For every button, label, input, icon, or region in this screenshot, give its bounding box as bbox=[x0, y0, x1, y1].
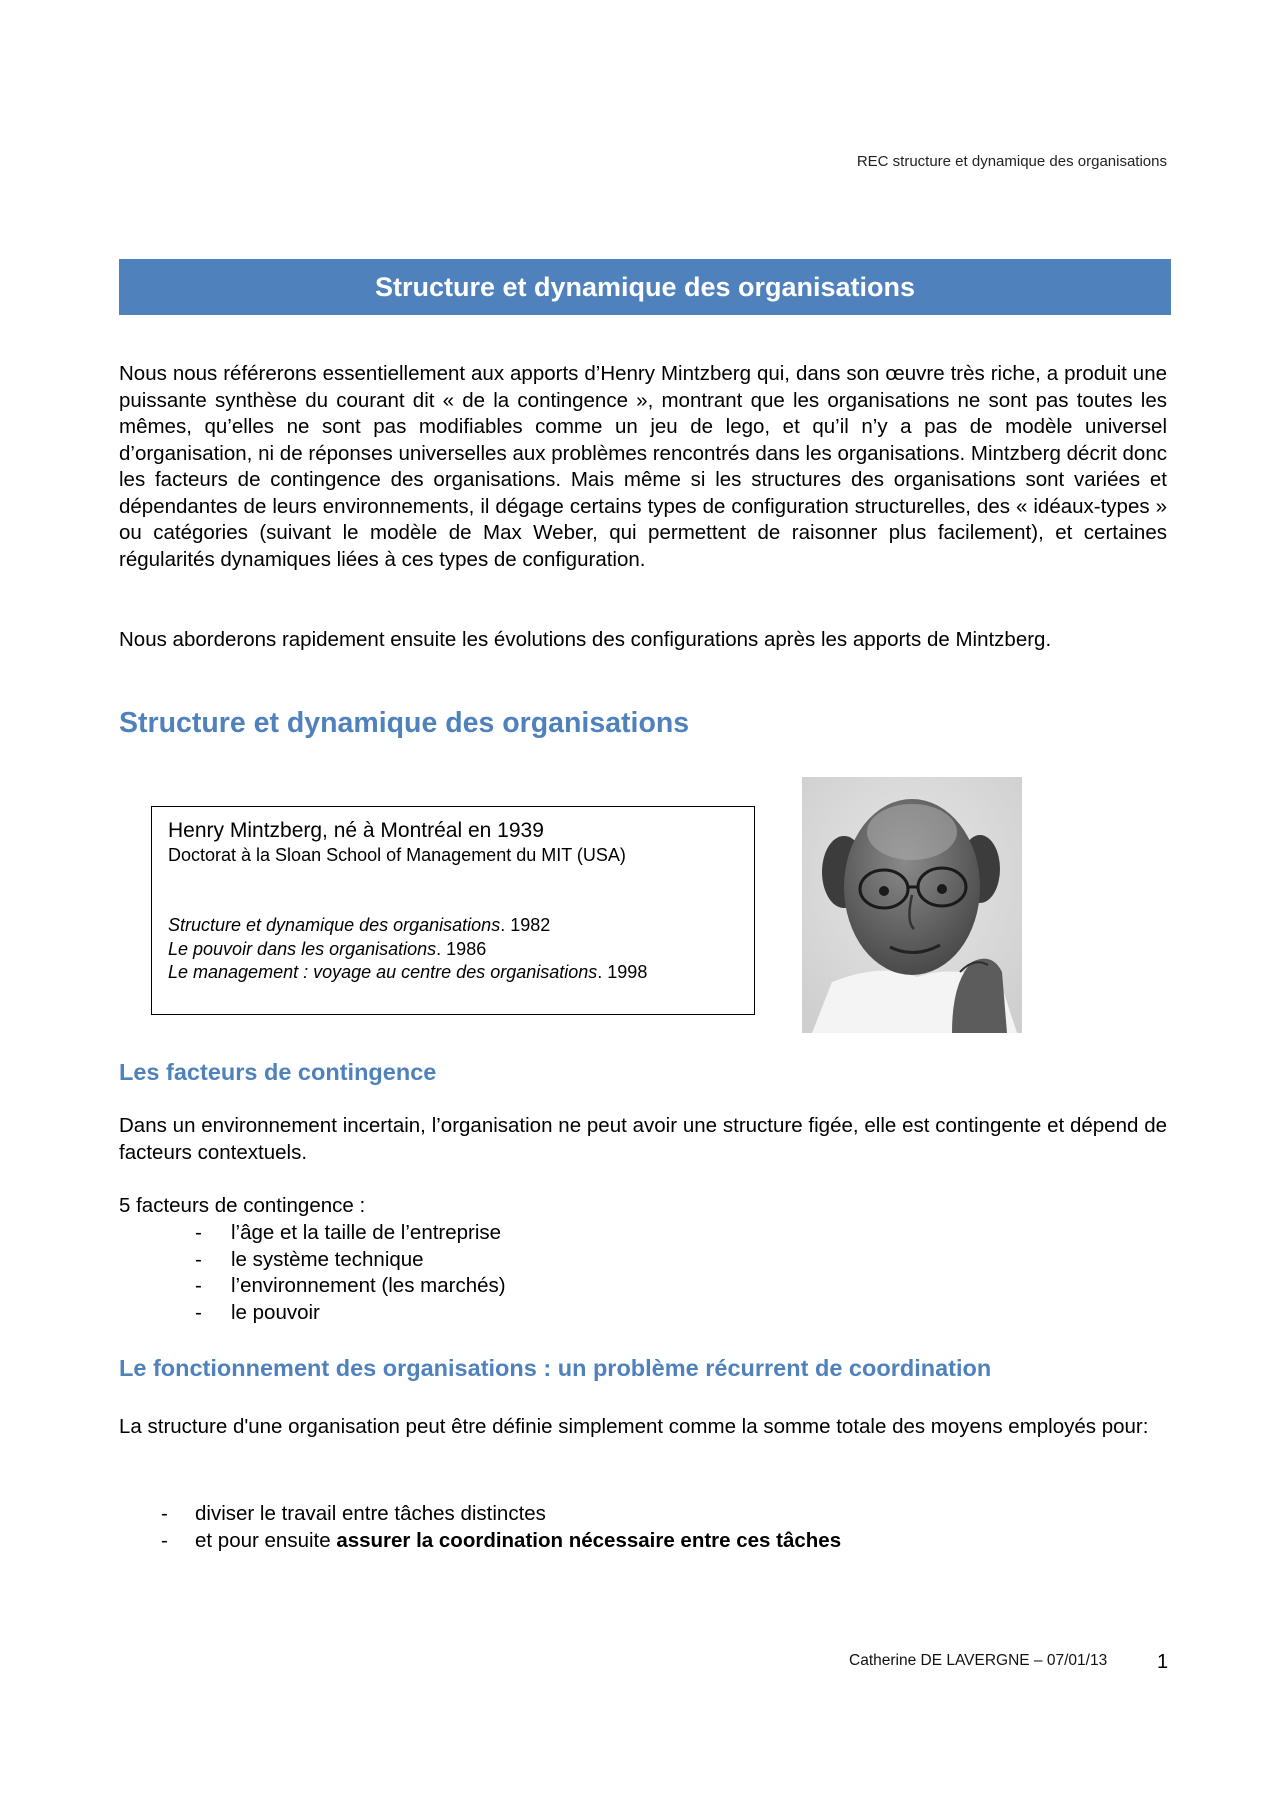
list-marker: - bbox=[195, 1247, 202, 1271]
bio-book-year: . 1998 bbox=[597, 962, 648, 982]
fonctionnement-heading: Le fonctionnement des organisations : un problème récurrent de coordination bbox=[119, 1355, 992, 1381]
document-title: Structure et dynamique des organisations bbox=[374, 271, 916, 302]
list-marker: - bbox=[195, 1221, 202, 1244]
list-item-prefix: et pour ensuite bbox=[195, 1528, 337, 1552]
list-item bbox=[195, 1300, 506, 1327]
bio-book-list bbox=[168, 914, 754, 985]
list-item bbox=[161, 1501, 841, 1528]
intro-paragraph-1: Nous nous référerons essentiellement aux apports d’Henry Mintzberg qui, dans son œuvre très riche, a produit une puissante synthèse du courant dit « de la contingence », montrant que les organisations ne sont pas toutes les mêmes, qu’elles ne sont pas modifiables comme un jeu de lego, et qu’il n’y a pas de modèle universel d’organisation, ni de réponses universelles aux problèmes rencontrés dans les organisations. Mintzberg décrit donc les facteurs de contingence des organisations. Mais même si les structures des organisations sont variées et dépendantes de leurs environnements, il dégage certains types de configuration structurelles, des « idéaux-types » ou catégories (suivant le modèle de Max Weber, qui permettent de raisonner plus facilement), et certaines régularités dynamiques liées à ces types de configuration. bbox=[119, 362, 1167, 571]
bio-book-title: Le management : voyage au centre des organisations bbox=[168, 962, 598, 982]
bio-book bbox=[168, 961, 754, 985]
footer-author-date: Catherine DE LAVERGNE – 07/01/13 bbox=[849, 1652, 1108, 1669]
list-item bbox=[195, 1273, 506, 1300]
list-item-text: le pouvoir bbox=[231, 1300, 320, 1324]
contingence-heading: Les facteurs de contingence bbox=[119, 1059, 437, 1085]
list-marker: - bbox=[161, 1502, 168, 1525]
bio-doctorate-line: Doctorat à la Sloan School of Management du MIT (USA) bbox=[168, 845, 626, 865]
bio-book-title: Le pouvoir dans les organisations bbox=[168, 938, 437, 959]
list-marker: - bbox=[161, 1528, 168, 1552]
list-item-text: l’âge et la taille de l’entreprise bbox=[231, 1221, 502, 1244]
portrait-photo-icon bbox=[802, 777, 1022, 1033]
running-header: REC structure et dynamique des organisations bbox=[856, 153, 1167, 170]
contingence-paragraph: Dans un environnement incertain, l’organisation ne peut avoir une structure figée, elle est contingente et dépend de facteurs contextuels. bbox=[119, 1114, 1167, 1164]
bio-book bbox=[168, 938, 754, 962]
fonctionnement-list bbox=[161, 1501, 841, 1554]
title-banner bbox=[119, 259, 1171, 315]
page-number: 1 bbox=[1157, 1651, 1169, 1673]
list-item-emphasis: assurer la coordination nécessaire entre ces tâches bbox=[336, 1528, 842, 1552]
list-item bbox=[161, 1528, 841, 1555]
intro-paragraph-2: Nous aborderons rapidement ensuite les évolutions des configurations après les apports de Mintzberg. bbox=[119, 628, 1052, 651]
list-item-text: l’environnement (les marchés) bbox=[231, 1274, 506, 1297]
bio-book-year: . 1982 bbox=[500, 915, 551, 935]
contingence-list bbox=[195, 1220, 506, 1326]
bio-book bbox=[168, 914, 754, 938]
list-item bbox=[195, 1247, 506, 1274]
list-marker: - bbox=[195, 1300, 202, 1324]
bio-name-line: Henry Mintzberg, né à Montréal en 1939 bbox=[168, 819, 544, 842]
bio-box bbox=[151, 806, 755, 1015]
list-item-text: le système technique bbox=[231, 1247, 424, 1271]
bio-book-title: Structure et dynamique des organisations bbox=[168, 915, 501, 935]
list-marker: - bbox=[195, 1274, 202, 1297]
list-item-text: diviser le travail entre tâches distinctes bbox=[195, 1502, 546, 1525]
contingence-list-intro: 5 facteurs de contingence : bbox=[119, 1194, 366, 1217]
fonctionnement-paragraph: La structure d'une organisation peut être définie simplement comme la somme totale des moyens employés pour: bbox=[119, 1415, 1149, 1438]
bio-book-year: . 1986 bbox=[436, 938, 487, 959]
section-heading: Structure et dynamique des organisations bbox=[119, 707, 690, 739]
list-item-text bbox=[195, 1529, 841, 1552]
list-item bbox=[195, 1220, 506, 1247]
